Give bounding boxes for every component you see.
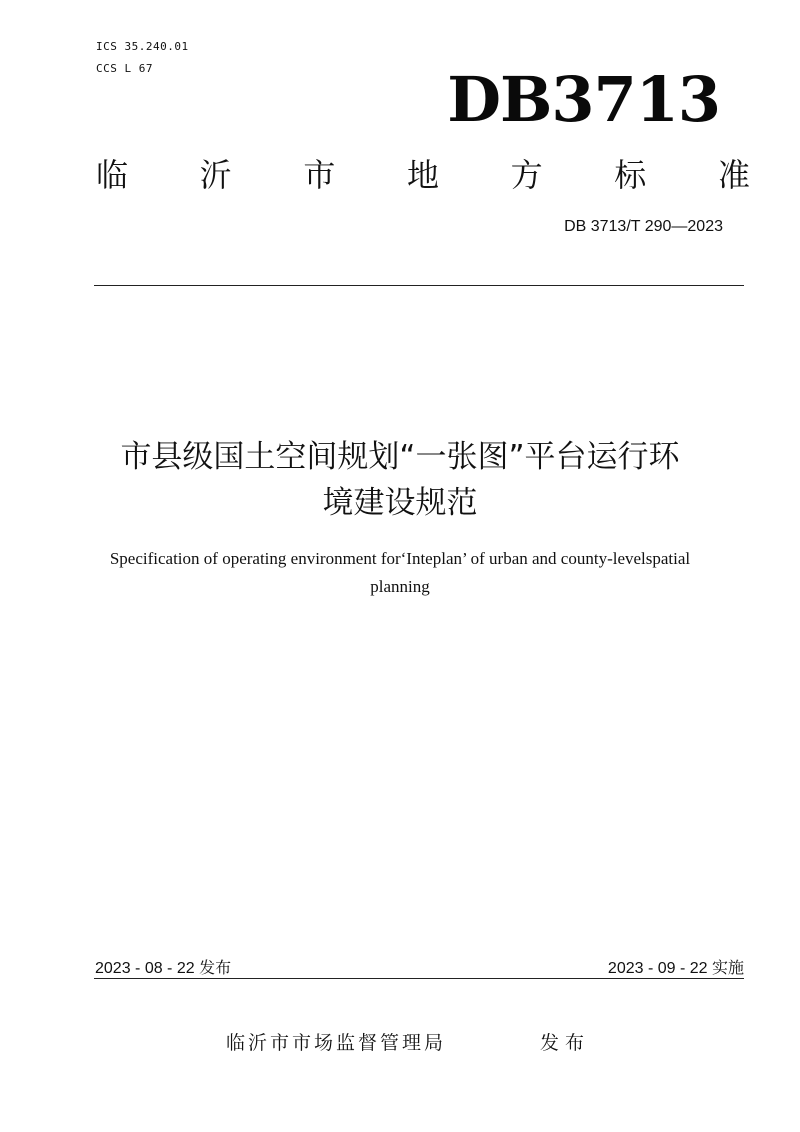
issue-date: 2023 - 08 - 22 发布 xyxy=(95,960,232,977)
english-title xyxy=(60,545,740,601)
document-title xyxy=(40,434,760,526)
english-title-line-2: planning xyxy=(370,577,430,596)
bottom-divider xyxy=(94,978,744,979)
publisher-name: 临沂市市场监督管理局 xyxy=(226,1032,447,1054)
publish-label: 发布 xyxy=(540,1032,591,1054)
standard-type-char: 市 xyxy=(303,156,336,194)
db-logo: DB3713 xyxy=(447,63,720,136)
standard-type-char: 沂 xyxy=(199,156,232,194)
standard-type-char: 标 xyxy=(614,156,647,194)
ics-code: ICS 35.240.01 xyxy=(96,40,189,53)
ccs-code: CCS L 67 xyxy=(96,62,153,75)
standard-type-char: 准 xyxy=(717,156,750,194)
standard-number: DB 3713/T 290—2023 xyxy=(564,218,723,235)
standard-type-char: 临 xyxy=(96,156,129,194)
english-title-line-1: Specification of operating environment for‘Inteplan’ of urban and county-levelspatial xyxy=(109,549,691,568)
standard-type-char: 方 xyxy=(510,156,543,194)
implementation-date: 2023 - 09 - 22 实施 xyxy=(607,960,744,977)
document-title-line-2: 境建设规范 xyxy=(322,485,478,521)
standard-type-char: 地 xyxy=(406,156,439,194)
standard-type-title xyxy=(96,152,750,198)
top-divider xyxy=(94,285,744,286)
document-title-line-1: 市县级国土空间规划“一张图”平台运行环 xyxy=(120,439,680,475)
